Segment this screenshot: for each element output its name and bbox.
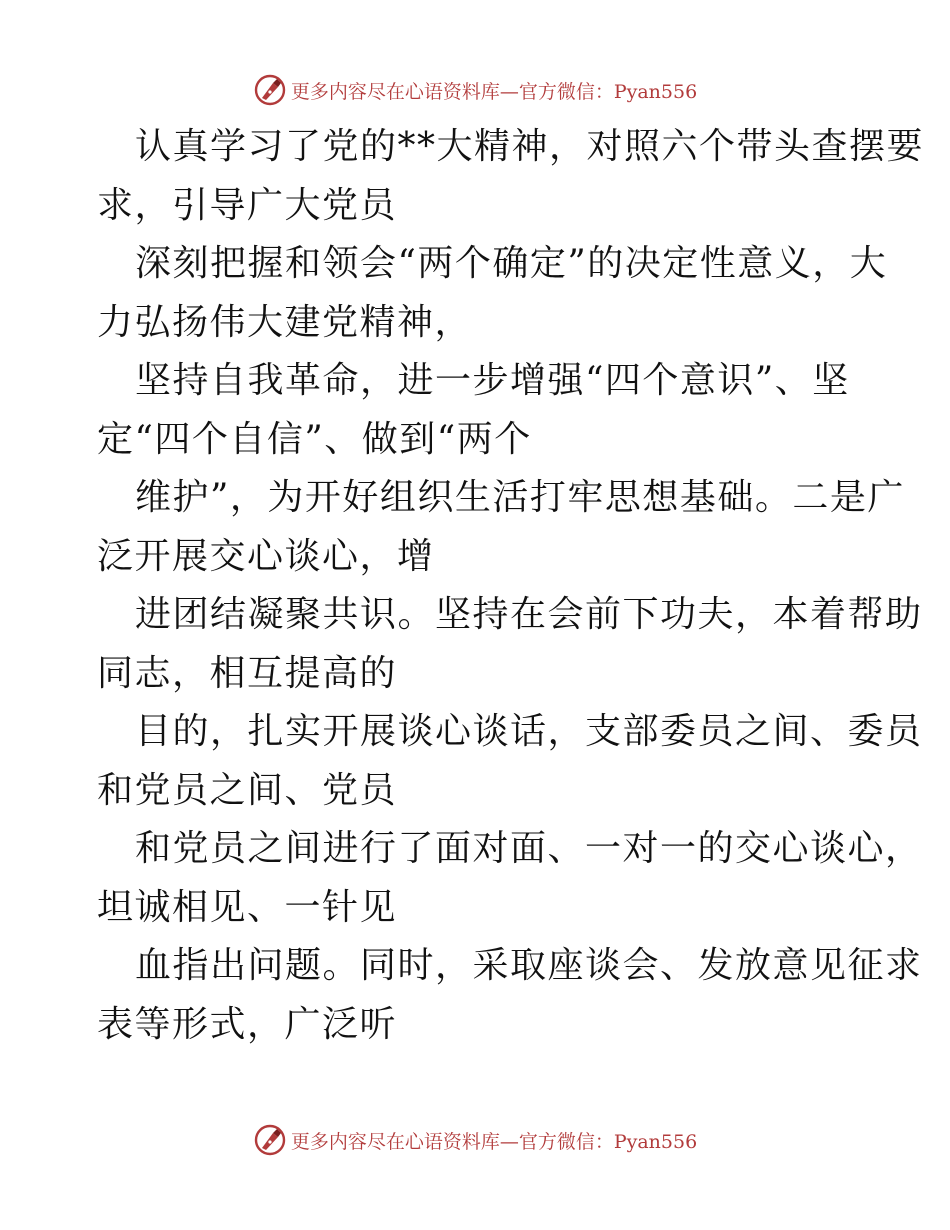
body-line: 维护”，为开好组织生活打牢思想基础。二是广 xyxy=(135,477,905,518)
body-line: 深刻把握和领会“两个确定”的决定性意义，大 xyxy=(135,243,888,284)
footer-banner xyxy=(0,1122,950,1158)
body-line: 血指出问题。同时，采取座谈会、发放意见征求 xyxy=(135,945,923,986)
body-line: 同志，相互提高的 xyxy=(97,652,398,694)
body-line: 坚持自我革命，进一步增强“四个意识”、坚 xyxy=(135,360,850,401)
body-line: 力弘扬伟大建党精神， xyxy=(97,301,473,343)
pen-nib-logo-icon xyxy=(253,73,287,107)
pen-nib-logo-icon xyxy=(253,1123,287,1157)
document-body xyxy=(97,118,925,1054)
footer-text: 更多内容尽在心语资料库—官方微信：Pyan556 xyxy=(290,1130,698,1153)
body-line: 和党员之间、党员 xyxy=(97,769,398,811)
header-banner xyxy=(0,72,950,108)
body-line: 定“四个自信”、做到“两个 xyxy=(97,418,532,460)
body-line: 目的，扎实开展谈心谈话，支部委员之间、委员 xyxy=(135,711,923,752)
body-line: 坦诚相见、一针见 xyxy=(97,886,398,928)
body-line: 进团结凝聚共识。坚持在会前下功夫，本着帮助 xyxy=(135,594,923,635)
body-line: 求，引导广大党员 xyxy=(97,184,398,226)
body-line: 泛开展交心谈心，增 xyxy=(97,535,435,577)
body-line: 表等形式，广泛听 xyxy=(97,1003,398,1045)
body-line: 和党员之间进行了面对面、一对一的交心谈心， xyxy=(135,828,923,869)
body-line: 认真学习了党的**大精神，对照六个带头查摆要 xyxy=(135,126,925,167)
header-text: 更多内容尽在心语资料库—官方微信：Pyan556 xyxy=(290,80,698,103)
